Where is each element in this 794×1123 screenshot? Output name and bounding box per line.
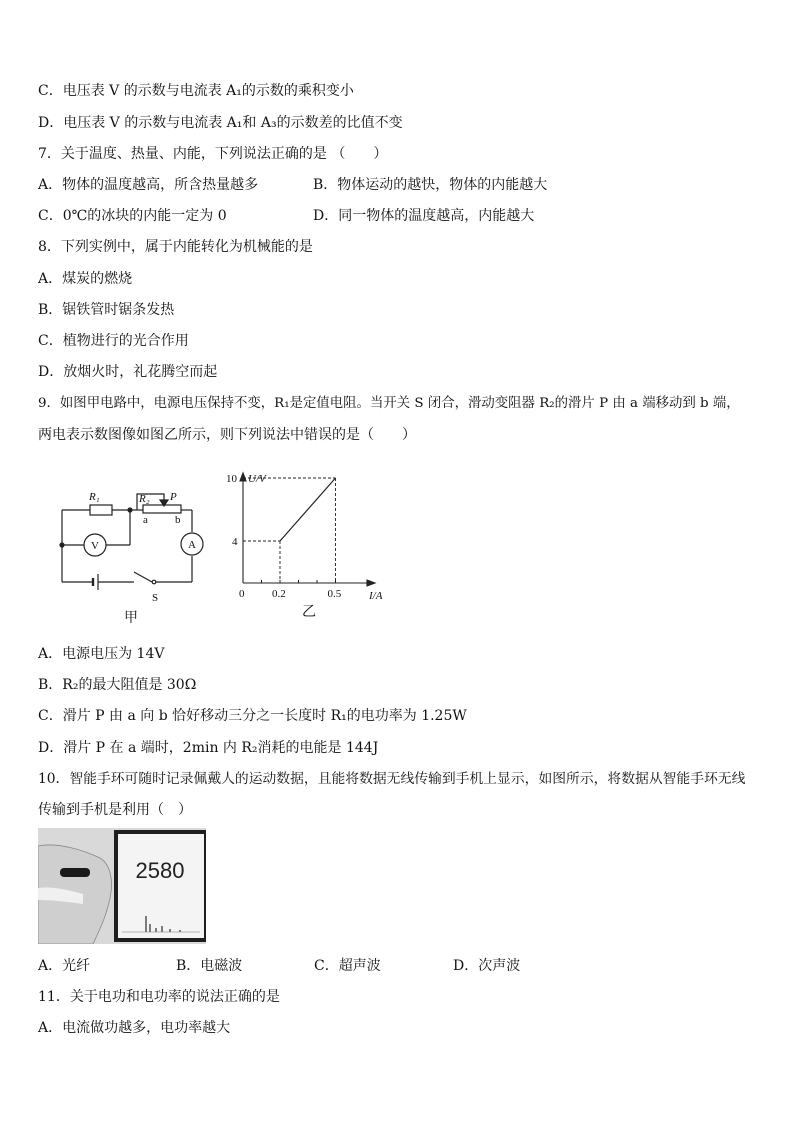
q11-stem: 11．关于电功和电功率的说法正确的是 [38,989,280,1005]
label-end-b: b [175,514,181,526]
x-tick-label: 0.5 [327,588,342,600]
q6-option-d: D．电压表 V 的示数与电流表 A₁和 A₃的示数差的比值不变 [38,115,403,131]
phone-screen [118,834,204,938]
q8-option-b: B．锯铁管时锯条发热 [38,302,175,318]
voltmeter-symbol: V [91,540,99,552]
q9-stem-line1: 9．如图甲电路中，电源电压保持不变，R₁是定值电阻。当开关 S 闭合，滑动变阻器 R₂的滑片 P 由 a 端移动到 b 端， [38,396,740,411]
ui-graph [222,468,397,624]
q7-option-c: C．0℃的冰块的内能一定为 0 [38,208,227,224]
q6-option-c: C．电压表 V 的示数与电流表 A₁的示数的乘积变小 [38,83,354,99]
x-axis-arrow [367,580,375,586]
q9-option-d: D．滑片 P 在 a 端时，2min 内 R₂消耗的电能是 144J [38,740,379,756]
y-tick-label: 10 [226,473,237,485]
q7-option-b: B．物体运动的越快，物体的内能越大 [313,177,548,193]
q9-option-a: A．电源电压为 14V [38,646,165,662]
data-line [280,478,336,541]
graph-caption: 乙 [302,605,316,620]
smart-band-icon [60,868,90,877]
resistor-r2 [143,505,181,513]
q10-option-d: D．次声波 [453,958,521,974]
q7-stem: 7．关于温度、热量、内能，下列说法正确的是 （ ） [38,146,388,162]
q9-stem-line2: 两电表示数图像如图乙所示，则下列说法中错误的是（ ） [38,427,416,443]
label-end-a: a [143,514,148,526]
q8-stem: 8．下列实例中，属于内能转化为机械能的是 [38,239,313,255]
q9-option-c: C．滑片 P 由 a 向 b 恰好移动三分之一长度时 R₁的电功率为 1.25W [38,708,467,724]
y-tick-label: 4 [232,536,238,548]
label-r1: R₁ [89,491,100,503]
origin-label: 0 [239,588,245,600]
y-axis-arrow [240,473,246,481]
ammeter-symbol: A [188,539,196,551]
q11-option-a: A．电流做功越多，电功率越大 [38,1020,231,1036]
x-tick-label: 0.2 [272,588,286,600]
switch-blade [134,572,152,582]
q7-option-d: D．同一物体的温度越高，内能越大 [313,208,535,224]
q10-option-a: A．光纤 [38,958,91,974]
smart-band-photo [38,828,206,944]
circuit-caption: 甲 [124,611,138,626]
resistor-r1 [90,505,112,515]
switch-contact [152,580,156,584]
q9-option-b: B．R₂的最大阻值是 30Ω [38,677,197,693]
q7-option-a: A．物体的温度越高，所含热量越多 [38,177,259,193]
circuit-diagram [50,480,210,630]
x-axis-label: I/A [369,590,383,602]
label-p: P [170,491,177,503]
q10-option-c: C．超声波 [314,958,381,974]
q8-option-c: C．植物进行的光合作用 [38,333,189,349]
q10-stem-line2: 传输到手机是利用（ ） [38,802,192,818]
y-axis-label: U/V [248,473,266,485]
q10-option-b: B．电磁波 [176,958,243,974]
q8-option-a: A．煤炭的燃烧 [38,271,133,287]
q10-stem-line1: 10．智能手环可随时记录佩戴人的运动数据，且能将数据无线传输到手机上显示，如图所示，将数据从智能手环无线 [38,771,746,787]
step-count-reading: 2580 [135,858,185,883]
label-r2: R₂ [139,493,150,505]
q8-option-d: D．放烟火时，礼花腾空而起 [38,364,218,380]
label-switch: S [152,592,159,604]
